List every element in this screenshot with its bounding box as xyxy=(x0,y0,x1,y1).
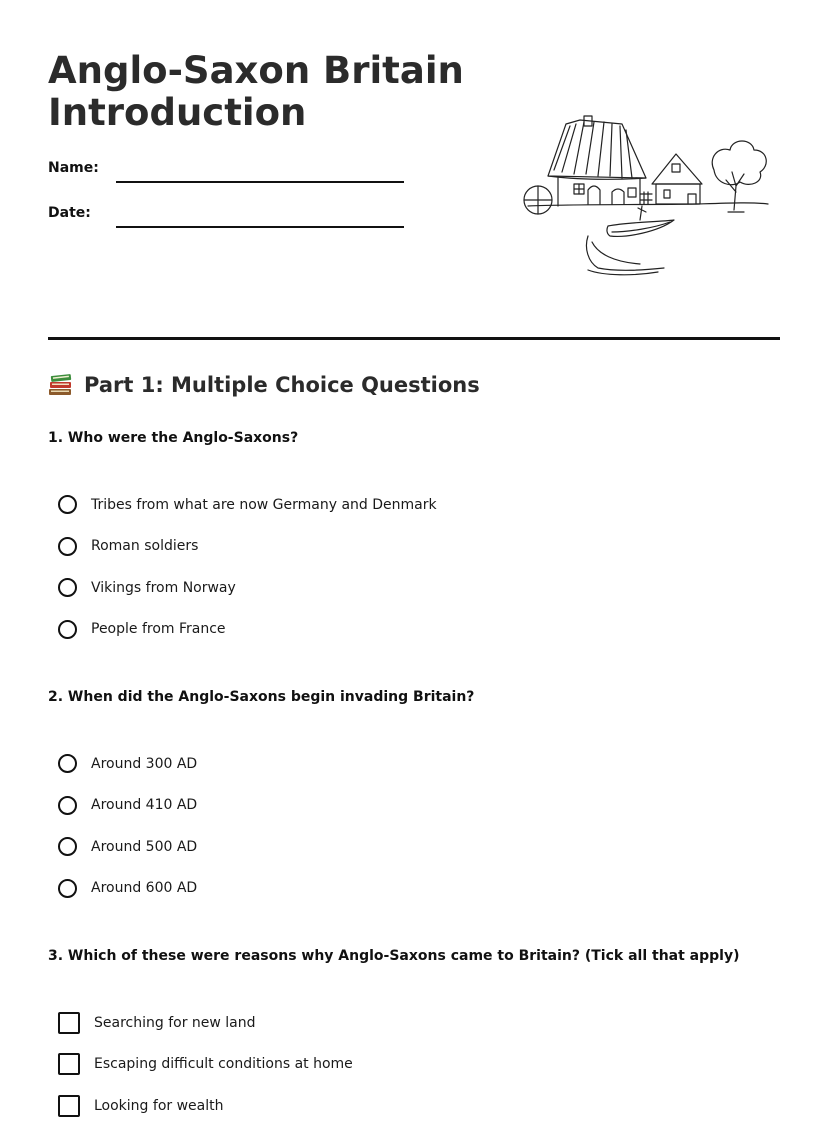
option-label: Around 410 AD xyxy=(91,797,198,814)
radio-button[interactable] xyxy=(58,837,77,856)
radio-button[interactable] xyxy=(58,620,77,639)
section-heading-text: Part 1: Multiple Choice Questions xyxy=(84,373,480,397)
question-3 xyxy=(48,948,780,1114)
option-label: Around 600 AD xyxy=(91,880,198,897)
question-3-options xyxy=(58,1002,353,1127)
title-line-1: Anglo-Saxon Britain xyxy=(48,49,464,92)
question-3-text: 3. Which of these were reasons why Anglo-Saxons came to Britain? (Tick all that apply) xyxy=(48,948,740,964)
option-q1-b[interactable] xyxy=(58,526,437,568)
option-label: Vikings from Norway xyxy=(91,579,236,596)
option-label: Around 500 AD xyxy=(91,838,198,855)
section-heading-part-1 xyxy=(48,373,480,397)
title-line-2: Introduction xyxy=(48,91,307,134)
date-line[interactable] xyxy=(116,226,404,228)
radio-button[interactable] xyxy=(58,796,77,815)
option-label: Searching for new land xyxy=(94,1014,256,1031)
date-field[interactable] xyxy=(48,205,91,221)
option-q3-b[interactable] xyxy=(58,1044,353,1086)
worksheet-page xyxy=(48,0,780,1114)
question-1 xyxy=(48,430,780,638)
radio-button[interactable] xyxy=(58,879,77,898)
question-2-text: 2. When did the Anglo-Saxons begin invading Britain? xyxy=(48,689,475,705)
radio-button[interactable] xyxy=(58,754,77,773)
worksheet-header xyxy=(48,0,780,397)
anglo-saxon-village-illustration xyxy=(518,108,772,278)
radio-button[interactable] xyxy=(58,495,77,514)
option-label: Escaping difficult conditions at home xyxy=(94,1056,353,1073)
option-q1-d[interactable] xyxy=(58,609,437,651)
question-2-options xyxy=(58,743,197,909)
option-label: Looking for wealth xyxy=(94,1097,224,1114)
option-q2-b[interactable] xyxy=(58,785,197,827)
name-field[interactable] xyxy=(48,160,99,176)
page-title xyxy=(48,50,488,134)
option-q2-d[interactable] xyxy=(58,868,197,910)
question-1-options xyxy=(58,484,437,650)
question-1-text: 1. Who were the Anglo-Saxons? xyxy=(48,430,299,446)
books-icon xyxy=(48,373,74,397)
option-q2-c[interactable] xyxy=(58,826,197,868)
option-label: Around 300 AD xyxy=(91,755,198,772)
name-line[interactable] xyxy=(116,181,404,183)
option-q2-a[interactable] xyxy=(58,743,197,785)
option-label: People from France xyxy=(91,621,226,638)
checkbox[interactable] xyxy=(58,1012,80,1034)
header-divider xyxy=(48,337,780,340)
checkbox[interactable] xyxy=(58,1053,80,1075)
option-label: Tribes from what are now Germany and Denmark xyxy=(91,496,437,513)
radio-button[interactable] xyxy=(58,537,77,556)
date-label: Date: xyxy=(48,205,91,221)
question-2 xyxy=(48,689,780,897)
radio-button[interactable] xyxy=(58,578,77,597)
option-q1-c[interactable] xyxy=(58,567,437,609)
option-q3-a[interactable] xyxy=(58,1002,353,1044)
checkbox[interactable] xyxy=(58,1095,80,1117)
name-label: Name: xyxy=(48,160,99,176)
option-q3-c[interactable] xyxy=(58,1085,353,1127)
option-q1-a[interactable] xyxy=(58,484,437,526)
option-label: Roman soldiers xyxy=(91,538,199,555)
